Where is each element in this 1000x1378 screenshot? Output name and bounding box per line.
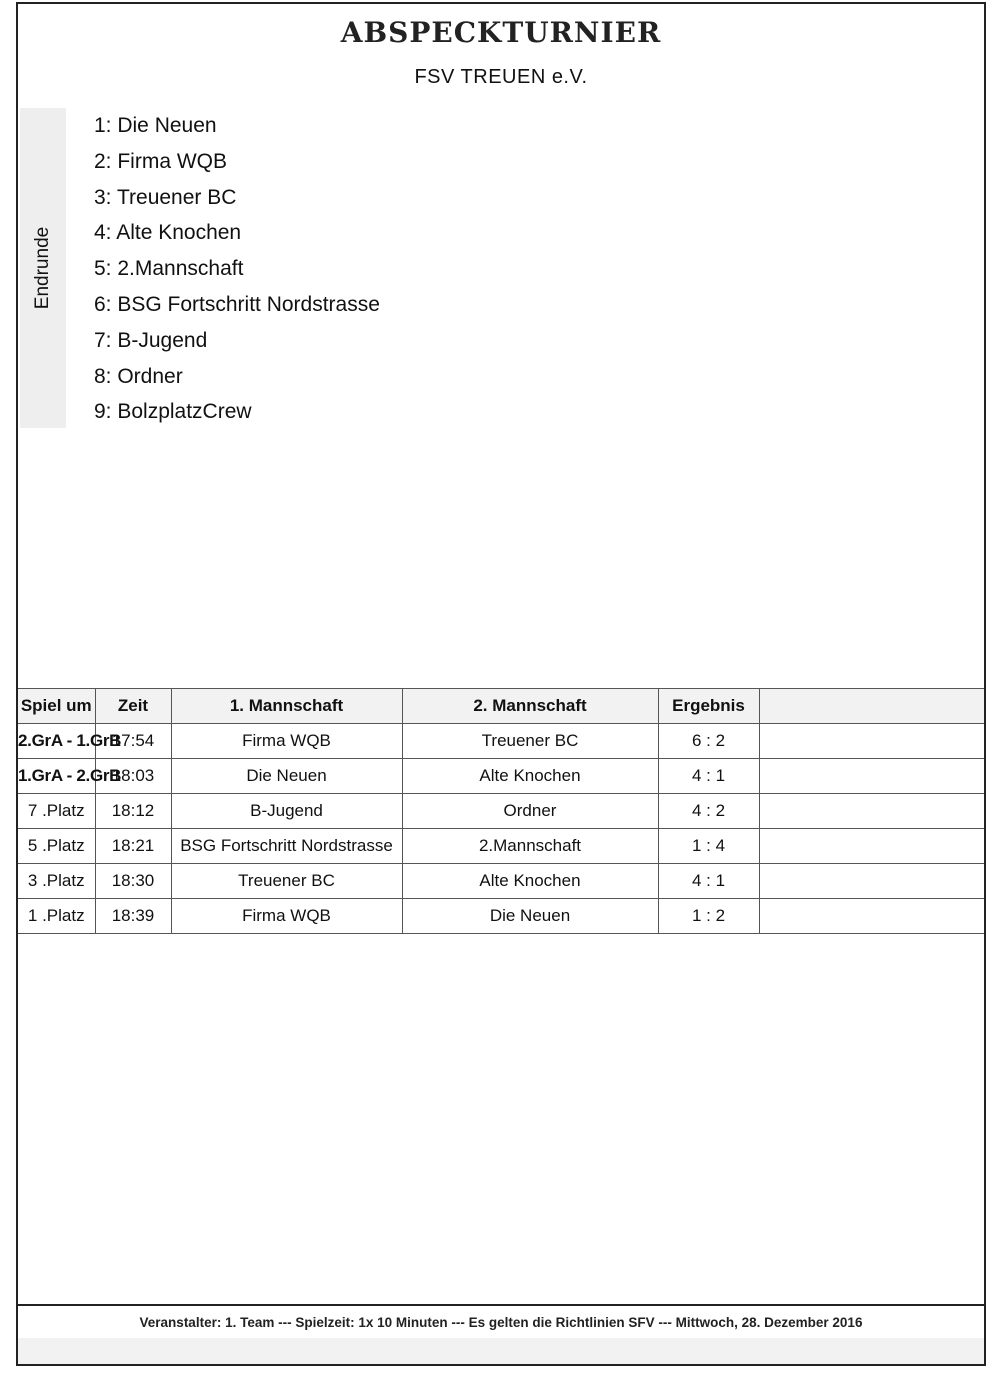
team-item: 5: 2.Mannschaft [94, 257, 244, 281]
header-result: Ergebnis [658, 689, 759, 724]
cell-time: 18:12 [95, 794, 171, 829]
footer-info: Veranstalter: 1. Team --- Spielzeit: 1x 10 Minuten --- Es gelten die Richtlinien SFV --- Mittwoch, 28. Dezember 2016 [18, 1304, 984, 1340]
cell-team-2: Alte Knochen [402, 864, 658, 899]
cell-team-1: BSG Fortschritt Nordstrasse [171, 829, 402, 864]
page-title: ABSPECKTURNIER [340, 16, 662, 49]
cell-time: 18:39 [95, 899, 171, 934]
header-time: Zeit [95, 689, 171, 724]
team-item: 2: Firma WQB [94, 149, 228, 173]
cell-result: 4 : 1 [658, 759, 759, 794]
cell-team-1: Firma WQB [171, 724, 402, 759]
table-row [18, 794, 984, 829]
cell-blank [759, 794, 984, 829]
cell-team-2: 2.Mannschaft [402, 829, 658, 864]
table-row [18, 724, 984, 759]
cell-blank [759, 759, 984, 794]
side-label-tab [20, 108, 66, 428]
cell-team-1: B-Jugend [171, 794, 402, 829]
table-row [18, 899, 984, 934]
team-item: 4: Alte Knochen [94, 221, 242, 245]
cell-game: 7 .Platz [18, 794, 95, 829]
cell-team-1: Treuener BC [171, 864, 402, 899]
cell-result: 6 : 2 [658, 724, 759, 759]
document-page [16, 2, 986, 1366]
cell-team-2: Die Neuen [402, 899, 658, 934]
header-team-1: 1. Mannschaft [171, 689, 402, 724]
cell-blank [759, 899, 984, 934]
cell-team-2: Treuener BC [402, 724, 658, 759]
cell-time: 18:21 [95, 829, 171, 864]
table-row [18, 829, 984, 864]
cell-game: 3 .Platz [18, 864, 95, 899]
cell-time: 17:54 [95, 724, 171, 759]
team-item: 8: Ordner [94, 364, 183, 388]
cell-team-1: Die Neuen [171, 759, 402, 794]
cell-game: 1 .Platz [18, 899, 95, 934]
cell-team-2: Ordner [402, 794, 658, 829]
team-item: 3: Treuener BC [94, 185, 237, 209]
cell-result: 4 : 2 [658, 794, 759, 829]
table-row [18, 759, 984, 794]
header-blank [759, 689, 984, 724]
cell-team-2: Alte Knochen [402, 759, 658, 794]
footer-strip [18, 1338, 984, 1364]
team-item: 6: BSG Fortschritt Nordstrasse [94, 292, 380, 316]
cell-time: 18:03 [95, 759, 171, 794]
team-list [94, 108, 380, 430]
club-name: FSV TREUEN e.V. [414, 66, 588, 88]
table-row [18, 864, 984, 899]
team-item: 7: B-Jugend [94, 328, 208, 352]
cell-result: 1 : 2 [658, 899, 759, 934]
team-item: 9: BolzplatzCrew [94, 400, 252, 424]
cell-blank [759, 724, 984, 759]
table-header-row [18, 689, 984, 724]
team-item: 1: Die Neuen [94, 114, 217, 137]
side-label: Endrunde [32, 226, 53, 310]
cell-game: 5 .Platz [18, 829, 95, 864]
cell-game: 2.GrA - 1.GrB [18, 724, 95, 759]
cell-blank [759, 864, 984, 899]
cell-team-1: Firma WQB [171, 899, 402, 934]
cell-time: 18:30 [95, 864, 171, 899]
header-game: Spiel um [18, 689, 95, 724]
cell-result: 1 : 4 [658, 829, 759, 864]
schedule-table [18, 688, 984, 934]
cell-result: 4 : 1 [658, 864, 759, 899]
cell-game: 1.GrA - 2.GrB [18, 759, 95, 794]
cell-blank [759, 829, 984, 864]
header-team-2: 2. Mannschaft [402, 689, 658, 724]
